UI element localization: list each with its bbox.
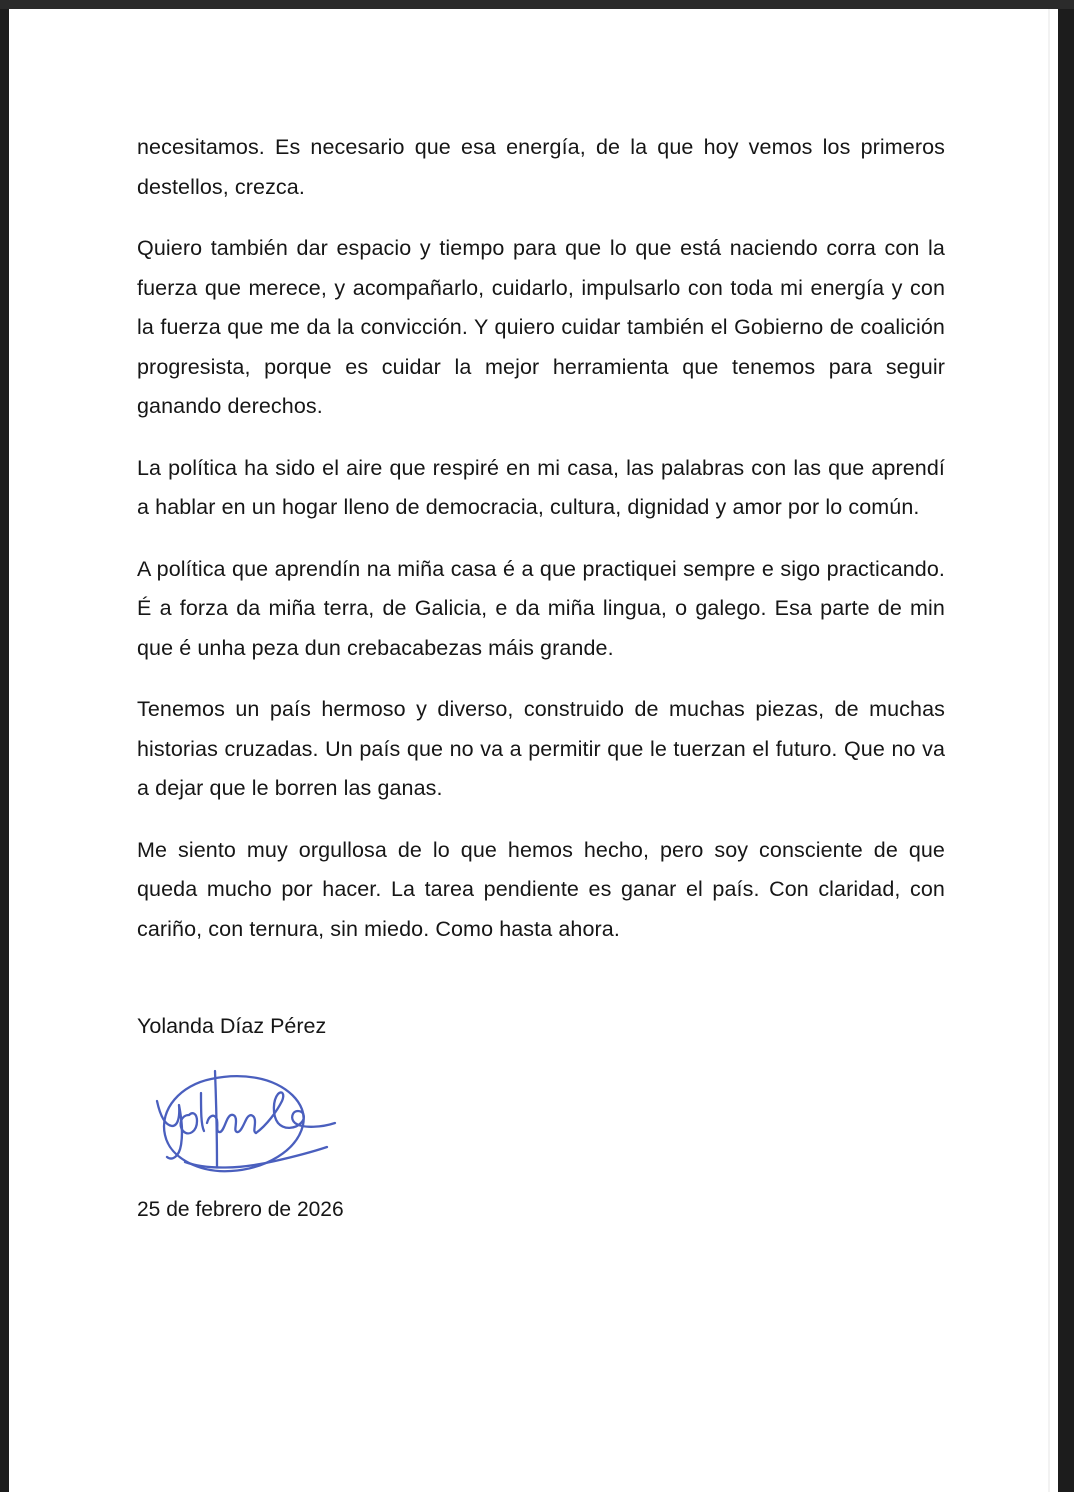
signature-block bbox=[137, 949, 945, 1225]
viewer-left-gutter bbox=[0, 9, 9, 1492]
letter-paragraph: La política ha sido el aire que respiré en mi casa, las palabras con las que aprendí a hablar en un hogar lleno de democracia, cultura, dignidad y amor por lo común. bbox=[137, 455, 945, 519]
letter-paragraph: Tenemos un país hermoso y diverso, construido de muchas piezas, de muchas historias cruzadas. Un país que no va a permitir que le tuerzan el futuro. Que no va a dejar que le borren las ganas. bbox=[137, 697, 945, 800]
letter-paragraph: A política que aprendín na miña casa é a que practiquei sempre e sigo practicando. É a forza da miña terra, de Galicia, e da miña lingua, o galego. Esa parte de min que é unha peza dun crebacabezas máis grande. bbox=[137, 556, 945, 660]
handwritten-signature-icon bbox=[145, 1063, 355, 1181]
document-page bbox=[9, 9, 1058, 1492]
letter-paragraph: necesitamos. Es necesario que esa energía, de la que hoy vemos los primeros destellos, crezca. bbox=[137, 135, 945, 199]
signer-name: Yolanda Díaz Pérez bbox=[137, 1014, 327, 1038]
letter-date: 25 de febrero de 2026 bbox=[137, 1198, 344, 1221]
viewer-top-chrome bbox=[0, 0, 1074, 9]
page-content bbox=[9, 9, 1058, 1225]
letter-paragraph: Me siento muy orgullosa de lo que hemos hecho, pero soy consciente de que queda mucho por hacer. La tarea pendiente es ganar el país. Con claridad, con cariño, con ternura, sin miedo. Como hasta ahora. bbox=[137, 837, 945, 941]
letter-body bbox=[137, 128, 945, 949]
letter-paragraph: Quiero también dar espacio y tiempo para que lo que está naciendo corra con la fuerza que merece, y acompañarlo, cuidarlo, impulsarlo con toda mi energía y con la fuerza que me da la convicción. Y quiero cuidar también el Gobierno de coalición progresista, porque es cuidar la mejor herramienta que tenemos para seguir ganando derechos. bbox=[137, 236, 945, 418]
viewer-right-gutter[interactable] bbox=[1058, 9, 1074, 1492]
